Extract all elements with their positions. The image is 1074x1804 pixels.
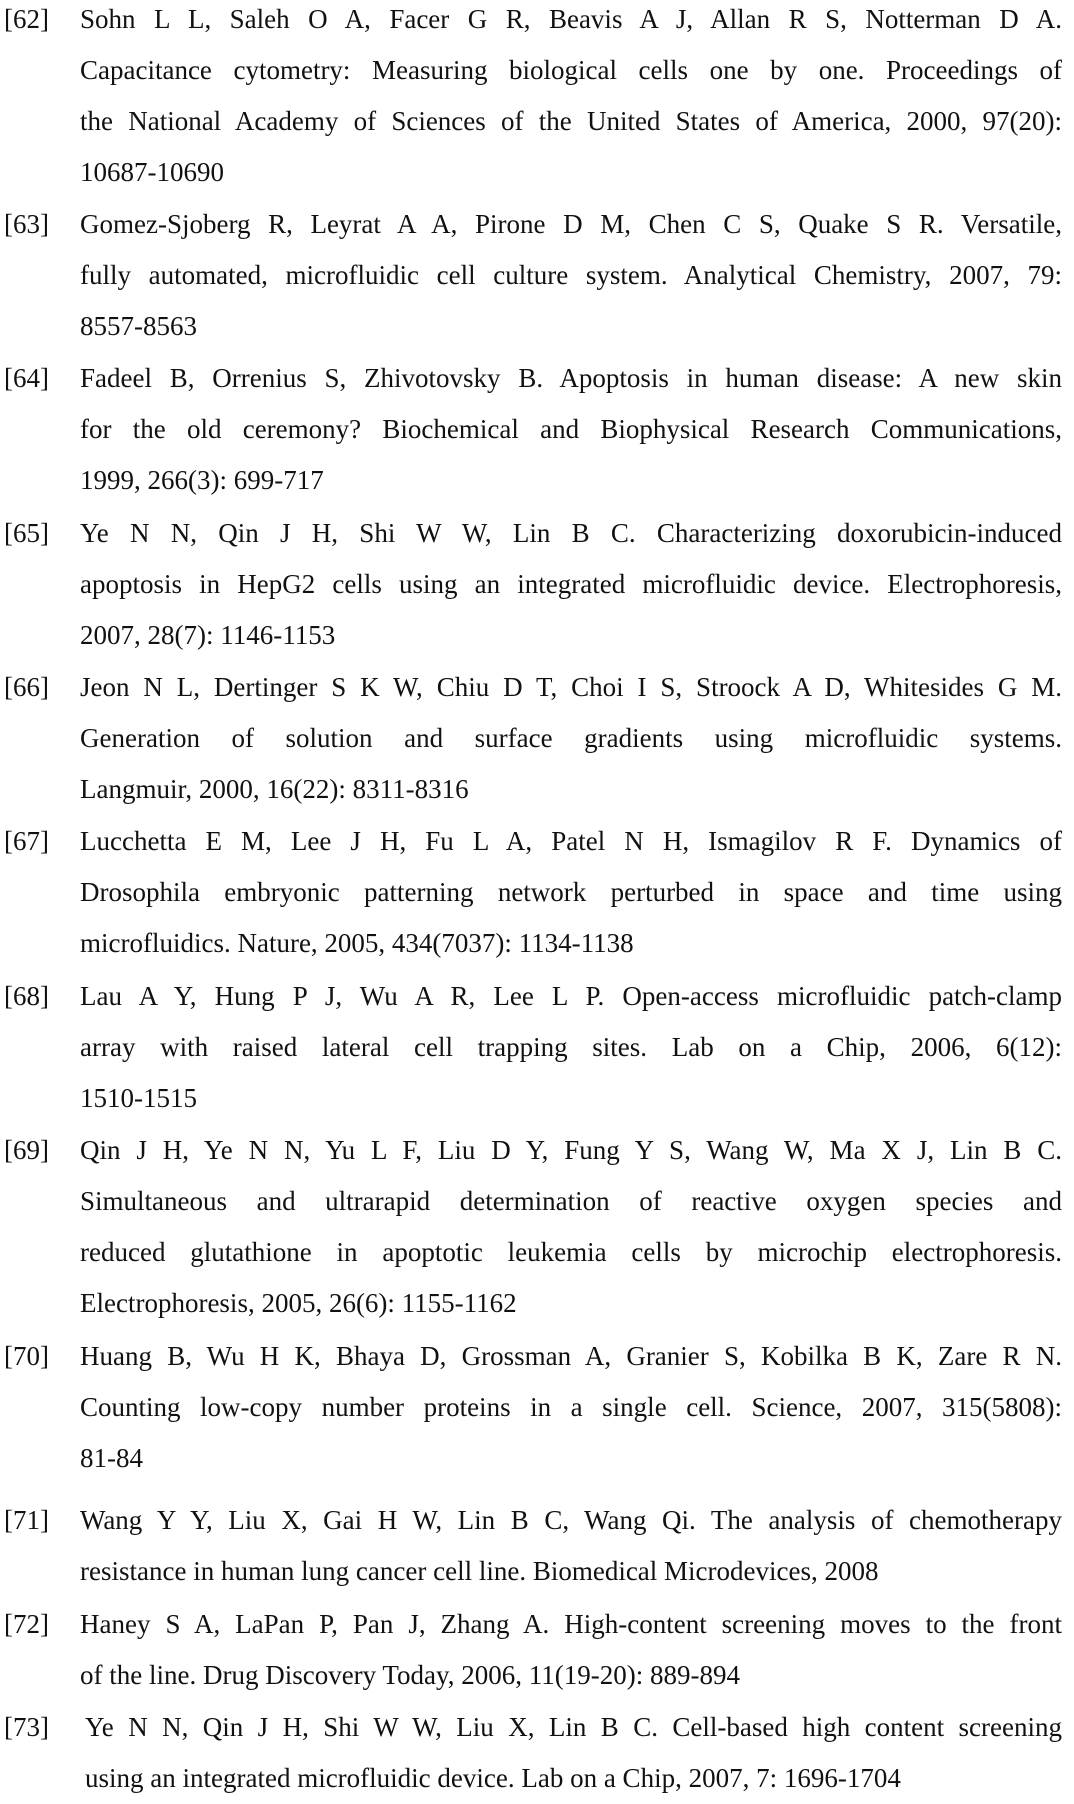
reference-line: Qin J H, Ye N N, Yu L F, Liu D Y, Fung Y S, Wang W, Ma X J, Lin B C.: [80, 1135, 1062, 1165]
reference-line: array with raised lateral cell trapping sites. Lab on a Chip, 2006, 6(12):: [80, 1032, 1062, 1062]
reference-line: Counting low-copy number proteins in a single cell. Science, 2007, 315(5808):: [80, 1392, 1062, 1422]
reference-line: Lucchetta E M, Lee J H, Fu L A, Patel N H, Ismagilov R F. Dynamics of: [80, 826, 1062, 856]
reference-line: Jeon N L, Dertinger S K W, Chiu D T, Choi I S, Stroock A D, Whitesides G M.: [80, 672, 1062, 702]
reference-text: [80, 1599, 1062, 1701]
reference-number: [68]: [4, 981, 49, 1011]
reference-line: Langmuir, 2000, 16(22): 8311-8316: [80, 774, 469, 804]
reference-number: [71]: [4, 1505, 49, 1535]
reference-text: [80, 1331, 1062, 1484]
reference-line: Generation of solution and surface gradients using microfluidic systems.: [80, 723, 1062, 753]
reference-line: reduced glutathione in apoptotic leukemia cells by microchip electrophoresis.: [80, 1237, 1062, 1267]
reference-text: [80, 1495, 1062, 1597]
reference-line: of the line. Drug Discovery Today, 2006, 11(19-20): 889-894: [80, 1660, 740, 1690]
reference-number: [72]: [4, 1609, 49, 1639]
reference-line: Ye N N, Qin J H, Shi W W, Lin B C. Characterizing doxorubicin-induced: [80, 518, 1062, 548]
reference-number: [67]: [4, 826, 49, 856]
reference-number: [70]: [4, 1341, 49, 1371]
reference-line: microfluidics. Nature, 2005, 434(7037): 1134-1138: [80, 928, 634, 958]
reference-line: 81-84: [80, 1443, 143, 1473]
reference-line: 2007, 28(7): 1146-1153: [80, 620, 336, 650]
reference-text: [80, 662, 1062, 815]
reference-text: [80, 971, 1062, 1124]
reference-line: for the old ceremony? Biochemical and Biophysical Research Communications,: [80, 414, 1062, 444]
reference-text: [80, 816, 1062, 969]
reference-line: Wang Y Y, Liu X, Gai H W, Lin B C, Wang Qi. The analysis of chemotherapy: [80, 1505, 1062, 1535]
reference-line: Ye N N, Qin J H, Shi W W, Liu X, Lin B C. Cell-based high content screening: [85, 1712, 1062, 1742]
reference-line: the National Academy of Sciences of the United States of America, 2000, 97(20):: [80, 106, 1062, 136]
reference-text: [85, 1702, 1062, 1804]
reference-text: [80, 353, 1062, 506]
reference-text: [80, 0, 1062, 198]
reference-line: apoptosis in HepG2 cells using an integrated microfluidic device. Electrophoresis,: [80, 569, 1062, 599]
reference-number: [73]: [4, 1712, 49, 1742]
reference-line: Lau A Y, Hung P J, Wu A R, Lee L P. Open-access microfluidic patch-clamp: [80, 981, 1062, 1011]
reference-number: [69]: [4, 1135, 49, 1165]
reference-text: [80, 1125, 1062, 1329]
reference-line: Capacitance cytometry: Measuring biological cells one by one. Proceedings of: [80, 55, 1062, 85]
reference-line: fully automated, microfluidic cell culture system. Analytical Chemistry, 2007, 79:: [80, 260, 1062, 290]
reference-line: Fadeel B, Orrenius S, Zhivotovsky B. Apoptosis in human disease: A new skin: [80, 363, 1062, 393]
reference-line: Simultaneous and ultrarapid determination of reactive oxygen species and: [80, 1186, 1062, 1216]
reference-line: Haney S A, LaPan P, Pan J, Zhang A. High-content screening moves to the front: [80, 1609, 1062, 1639]
reference-line: Sohn L L, Saleh O A, Facer G R, Beavis A J, Allan R S, Notterman D A.: [80, 4, 1062, 34]
reference-number: [65]: [4, 518, 49, 548]
reference-line: Huang B, Wu H K, Bhaya D, Grossman A, Granier S, Kobilka B K, Zare R N.: [80, 1341, 1062, 1371]
reference-line: 1999, 266(3): 699-717: [80, 465, 324, 495]
reference-line: Electrophoresis, 2005, 26(6): 1155-1162: [80, 1288, 517, 1318]
reference-line: using an integrated microfluidic device. Lab on a Chip, 2007, 7: 1696-1704: [85, 1763, 901, 1793]
reference-number: [62]: [4, 4, 49, 34]
reference-line: 10687-10690: [80, 157, 224, 187]
reference-line: 8557-8563: [80, 311, 197, 341]
reference-number: [64]: [4, 363, 49, 393]
reference-line: Drosophila embryonic patterning network perturbed in space and time using: [80, 877, 1062, 907]
reference-number: [66]: [4, 672, 49, 702]
reference-line: resistance in human lung cancer cell line. Biomedical Microdevices, 2008: [80, 1556, 879, 1586]
reference-line: Gomez-Sjoberg R, Leyrat A A, Pirone D M, Chen C S, Quake S R. Versatile,: [80, 209, 1062, 239]
reference-number: [63]: [4, 209, 49, 239]
reference-text: [80, 199, 1062, 352]
reference-text: [80, 508, 1062, 661]
reference-line: 1510-1515: [80, 1083, 197, 1113]
